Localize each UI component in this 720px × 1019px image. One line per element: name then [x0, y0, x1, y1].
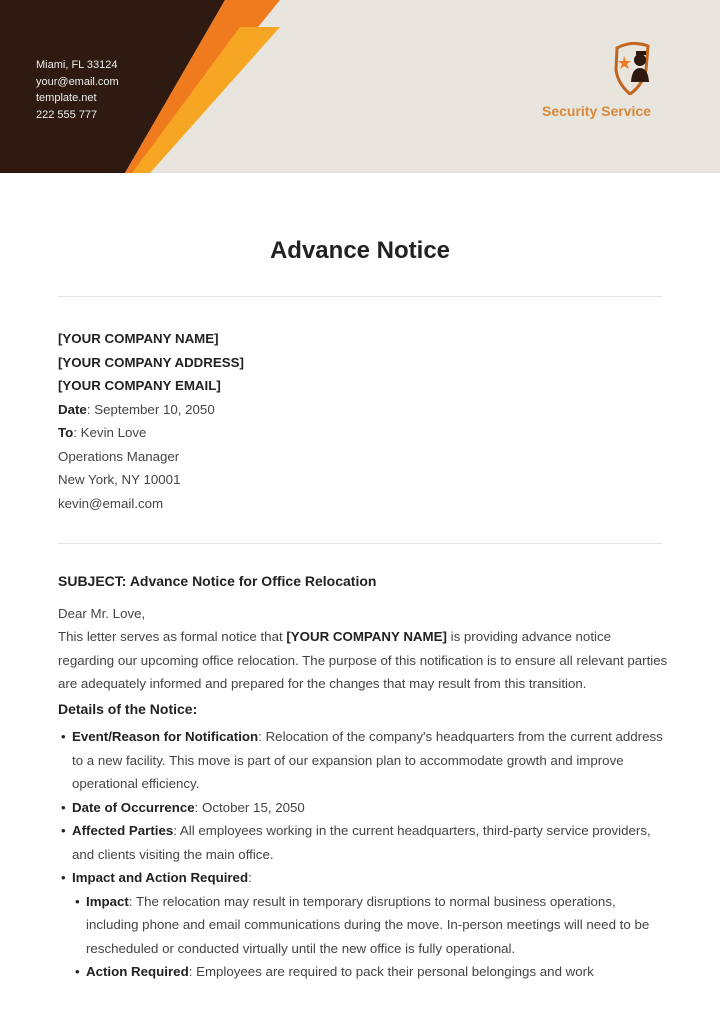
intro-paragraph: This letter serves as formal notice that [YOUR COMPANY NAME] is providing advance notice regarding our upcoming office relocation. The purpose of this notification is to ensure all relevant parties are adequately informed and prepared for the changes that may result from this transition. [58, 629, 668, 691]
recipient-role: Operations Manager [58, 448, 180, 464]
to-line: To: Kevin Love [58, 425, 147, 440]
email: your@email.com [36, 75, 119, 88]
greeting: Dear Mr. Love, [58, 605, 146, 621]
list-item: • Impact and Action Required: • Impact: The relocation may result in temporary disruptions to normal business operations, including phone and email communications during the move. In-person meetings will need to be rescheduled or conducted virtually until the new office is fully operational. • Action Required: Employees are required to pack their personal belongings and work [58, 866, 668, 984]
brand-name: Security Service [542, 103, 651, 119]
list-item: • Date of Occurrence: October 15, 2050 [58, 796, 668, 820]
contact-info [36, 57, 119, 123]
website: template.net [36, 92, 97, 104]
list-item: • Affected Parties: All employees working in the current headquarters, third-party service providers, and clients visiting the main office. [58, 819, 668, 866]
divider [58, 543, 662, 544]
list-item: • Event/Reason for Notification: Relocation of the company's headquarters from the current address to a new facility. This move is part of our expansion plan to accommodate growth and improve operational efficiency. [58, 725, 668, 796]
letter-body [58, 570, 668, 984]
company-name: [YOUR COMPANY NAME] [58, 331, 219, 346]
subject: SUBJECT: Advance Notice for Office Relocation [58, 573, 377, 589]
details-list [58, 725, 668, 984]
sender-block [58, 327, 668, 515]
page-title: Advance Notice [269, 237, 451, 264]
letterhead [0, 0, 720, 173]
list-item: • Impact: The relocation may result in temporary disruptions to normal business operations, including phone and email communications during the move. In-person meetings will need to be rescheduled or conducted virtually until the new office is fully operational. [72, 890, 668, 961]
date-line: Date: September 10, 2050 [58, 401, 215, 417]
recipient-city: New York, NY 10001 [58, 472, 181, 487]
list-item: • Action Required: Employees are required to pack their personal belongings and work [72, 960, 668, 984]
sub-list [72, 890, 668, 984]
phone: 222 555 777 [36, 108, 98, 121]
divider [58, 296, 662, 297]
company-address: [YOUR COMPANY ADDRESS] [58, 354, 244, 370]
security-shield-icon [600, 40, 670, 95]
details-heading: Details of the Notice: [58, 700, 198, 717]
address: Miami, FL 33124 [36, 59, 118, 71]
company-email: [YOUR COMPANY EMAIL] [58, 378, 221, 393]
recipient-email: kevin@email.com [58, 495, 164, 511]
